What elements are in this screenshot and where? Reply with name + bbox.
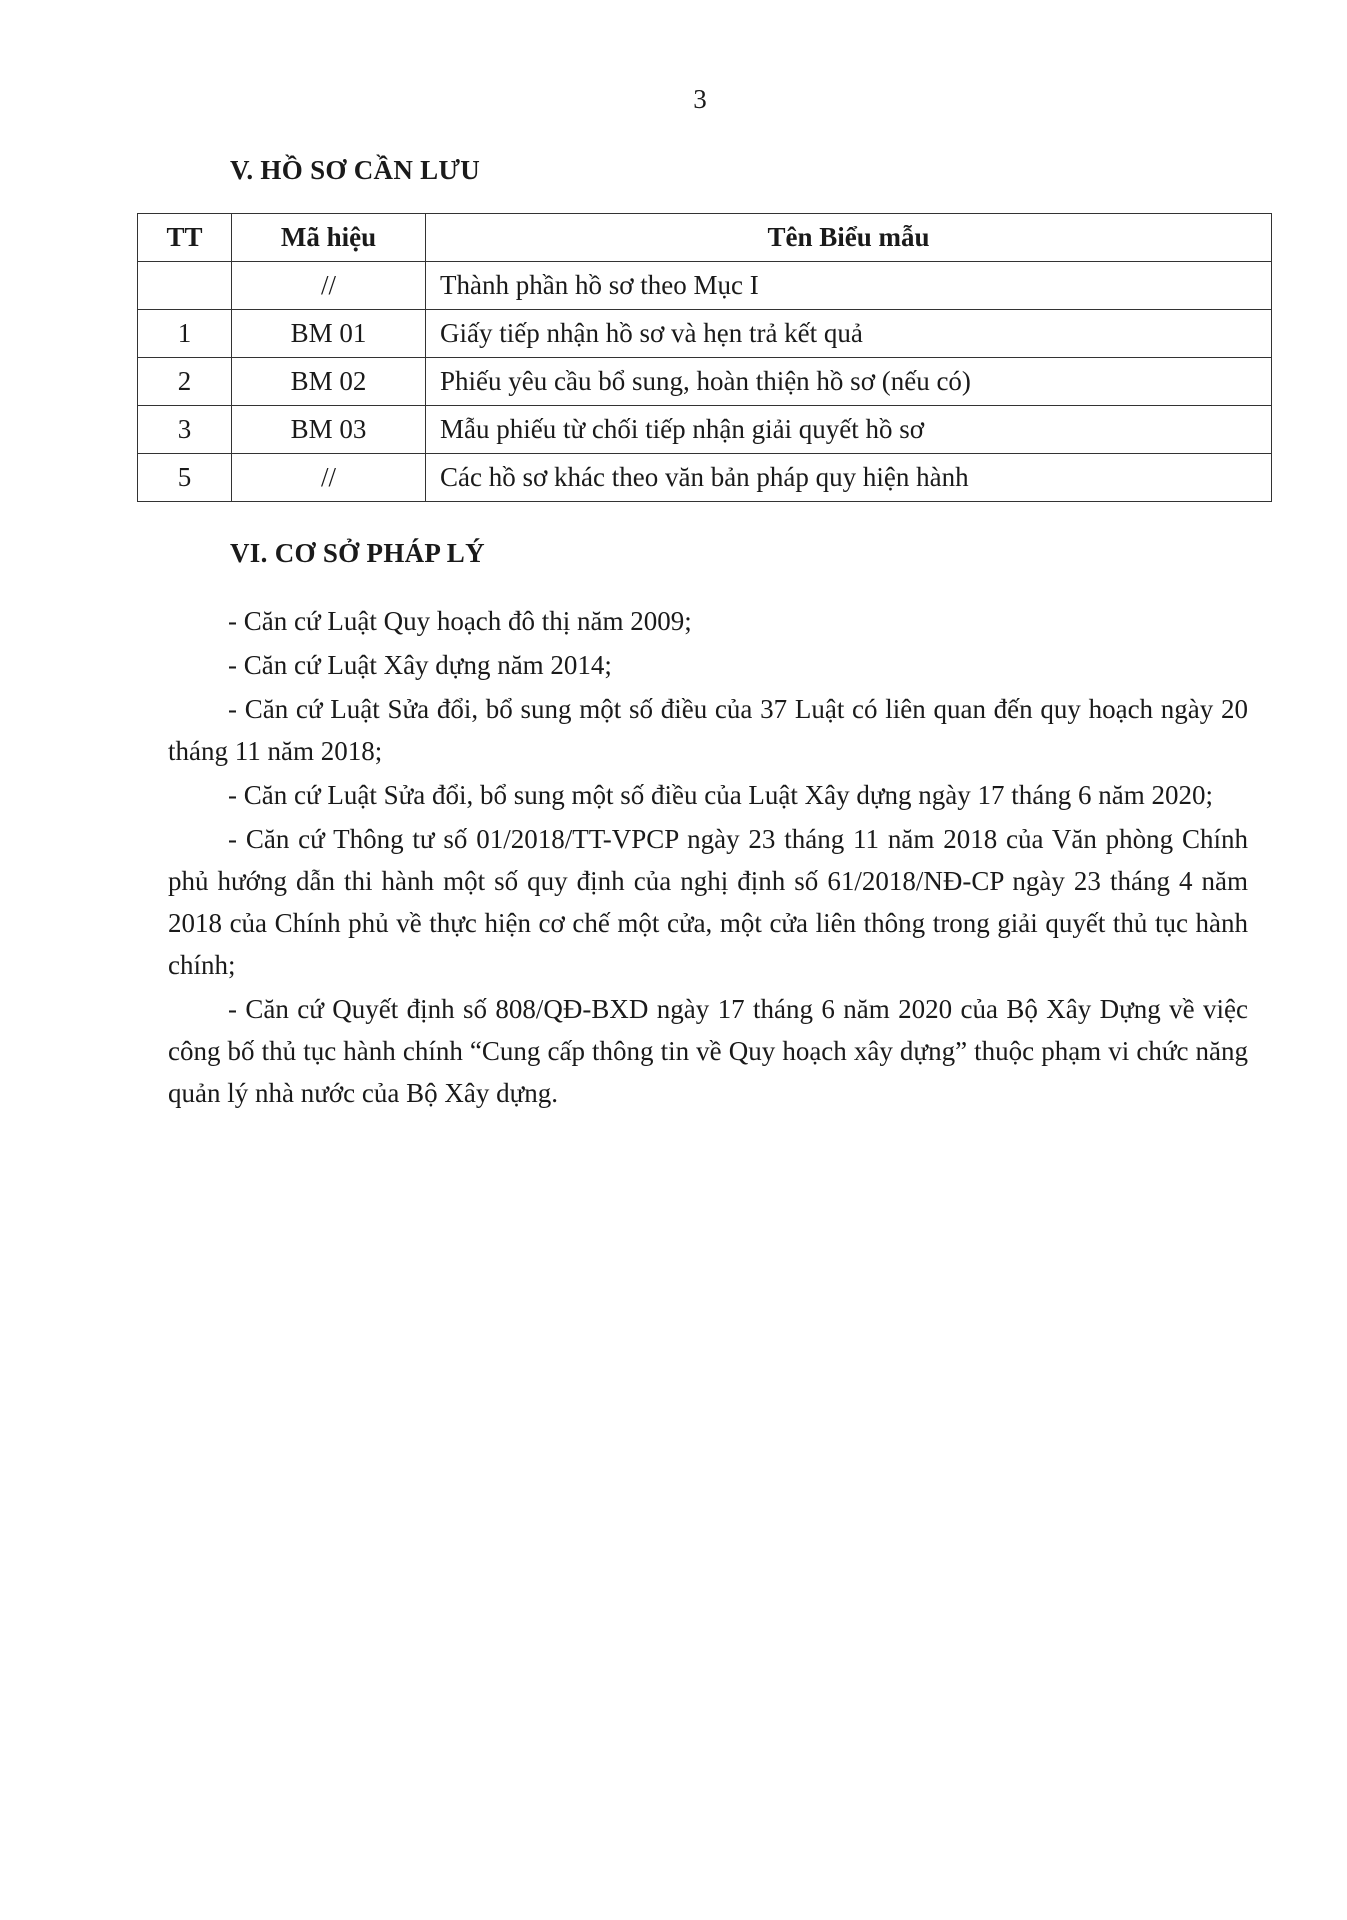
cell-form-name: Thành phần hồ sơ theo Mục I [426, 262, 1272, 310]
section-vi-heading: VI. CƠ SỞ PHÁP LÝ [230, 538, 485, 568]
header-code: Mã hiệu [232, 214, 426, 262]
table-row [138, 310, 1272, 358]
cell-tt: 3 [138, 406, 232, 454]
table-row [138, 406, 1272, 454]
records-table [137, 213, 1272, 502]
cell-form-name: Các hồ sơ khác theo văn bản pháp quy hiện hành [426, 454, 1272, 502]
cell-tt [138, 262, 232, 310]
table-row [138, 262, 1272, 310]
legal-item: - Căn cứ Luật Quy hoạch đô thị năm 2009; [228, 606, 692, 636]
legal-item: - Căn cứ Luật Sửa đổi, bổ sung một số điều của 37 Luật có liên quan đến quy hoạch ngày 20 tháng 11 năm 2018; [168, 694, 1248, 766]
legal-item: - Căn cứ Luật Sửa đổi, bổ sung một số điều của Luật Xây dựng ngày 17 tháng 6 năm 2020; [228, 780, 1213, 810]
legal-item: - Căn cứ Quyết định số 808/QĐ-BXD ngày 17 tháng 6 năm 2020 của Bộ Xây Dựng về việc công bố thủ tục hành chính “Cung cấp thông tin về Quy hoạch xây dựng” thuộc phạm vi chức năng quản lý nhà nước của Bộ Xây dựng. [168, 994, 1248, 1108]
legal-basis-list [168, 600, 1248, 1116]
table-row [138, 358, 1272, 406]
header-tt: TT [138, 214, 232, 262]
cell-tt: 1 [138, 310, 232, 358]
cell-tt: 2 [138, 358, 232, 406]
cell-code: // [232, 454, 426, 502]
cell-code: BM 02 [232, 358, 426, 406]
legal-item: - Căn cứ Luật Xây dựng năm 2014; [228, 650, 612, 680]
table-row [138, 454, 1272, 502]
section-v-heading: V. HỒ SƠ CẦN LƯU [230, 155, 481, 185]
cell-form-name: Mẫu phiếu từ chối tiếp nhận giải quyết hồ sơ [426, 406, 1272, 454]
header-form-name: Tên Biểu mẫu [426, 214, 1272, 262]
page-number: 3 [693, 84, 707, 114]
cell-code: BM 01 [232, 310, 426, 358]
cell-tt: 5 [138, 454, 232, 502]
cell-code: // [232, 262, 426, 310]
legal-item: - Căn cứ Thông tư số 01/2018/TT-VPCP ngày 23 tháng 11 năm 2018 của Văn phòng Chính phủ hướng dẫn thi hành một số quy định của nghị định số 61/2018/NĐ-CP ngày 23 tháng 4 năm 2018 của Chính phủ về thực hiện cơ chế một cửa, một cửa liên thông trong giải quyết thủ tục hành chính; [168, 824, 1248, 980]
cell-form-name: Phiếu yêu cầu bổ sung, hoàn thiện hồ sơ (nếu có) [426, 358, 1272, 406]
cell-code: BM 03 [232, 406, 426, 454]
table-header-row [138, 214, 1272, 262]
cell-form-name: Giấy tiếp nhận hồ sơ và hẹn trả kết quả [426, 310, 1272, 358]
